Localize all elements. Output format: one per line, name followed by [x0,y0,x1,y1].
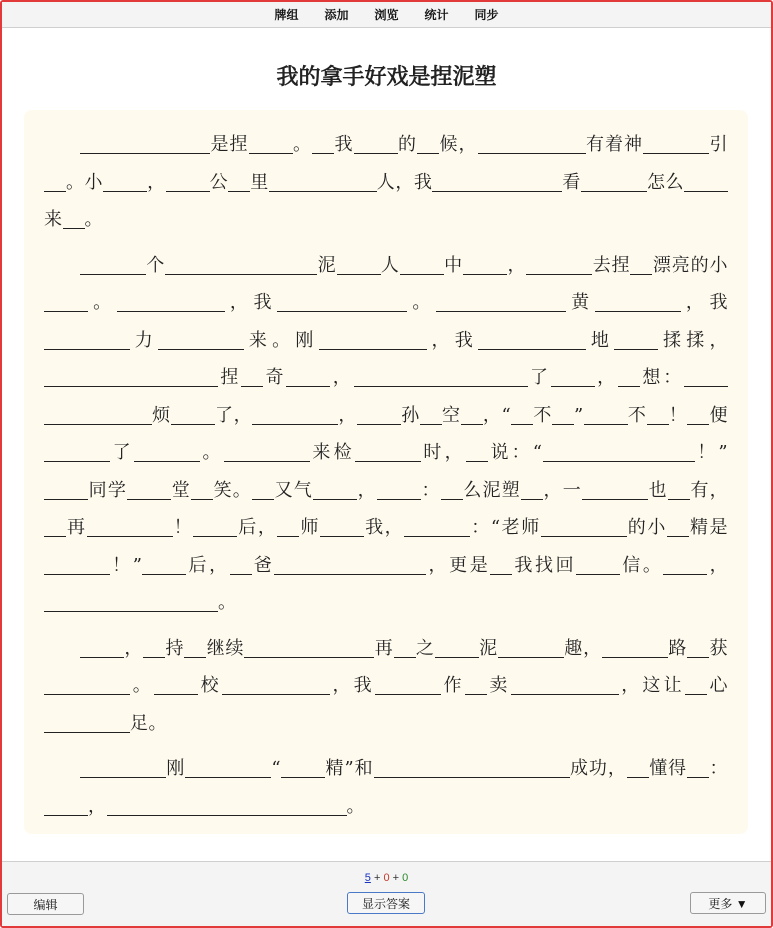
text-segment: 来。刚 [244,329,319,351]
cloze-blank [400,253,444,275]
cloze-blank [355,440,421,462]
cloze-blank [618,365,640,387]
text-segment: 我 [709,292,729,313]
cloze-blank [551,365,595,387]
cloze-blank [663,553,707,575]
cloze-blank [80,756,166,778]
text-segment: 来 [44,209,63,230]
cloze-blank [44,711,130,733]
cloze-blank [249,132,293,154]
cloze-blank [80,253,146,275]
text-segment: 。 [218,592,237,613]
text-segment: 获 [709,637,729,659]
cloze-blank [277,290,407,312]
text-segment: ， [680,292,710,313]
text-segment: 公 [209,171,229,193]
text-segment: 了 [527,367,551,388]
cloze-blank [154,673,198,695]
cloze-blank [44,590,218,612]
cloze-blank [687,756,709,778]
cloze-blank [627,756,649,778]
cloze-blank [478,328,586,350]
cloze-blank [614,328,658,350]
text-segment: 同学 [88,479,128,501]
text-segment: 泥 [317,254,337,276]
cloze-blank [44,403,152,425]
text-segment: 了 [110,442,134,463]
text-segment: 地 [586,329,615,351]
cloze-blank [230,553,252,575]
cloze-blank [435,636,479,658]
cloze-blank [142,553,186,575]
text-segment: 精是 [688,517,729,538]
edit-button[interactable]: 编辑 [7,893,84,915]
text-segment: 人，我 [376,171,433,193]
text-segment: 引 [709,134,728,155]
text-segment: 怎么 [646,171,685,193]
text-segment: 也 [647,479,668,501]
cloze-blank [420,403,442,425]
cloze-blank [541,515,627,537]
text-segment: ，这让 [618,675,685,696]
cloze-blank [107,794,347,816]
text-segment: 懂 [648,758,669,779]
text-segment: 不 [627,404,647,426]
cloze-blank [441,478,463,500]
cloze-blank [228,170,250,192]
text-segment: 有着神 [585,134,643,155]
text-segment: 去捏 [592,254,631,276]
text-segment: 成功， [569,758,627,779]
cloze-blank [244,636,374,658]
cloze-blank [165,253,317,275]
text-segment: ： [420,479,441,501]
show-answer-button[interactable]: 显示答案 [347,892,425,914]
text-segment: 心 [706,675,728,696]
cloze-blank [320,515,364,537]
text-segment: 之 [415,637,435,659]
text-segment: “ [271,758,282,779]
cloze-blank [602,636,668,658]
text-segment: ： [709,758,729,779]
top-menu-bar [2,2,771,28]
text-segment: ，我 [426,329,479,351]
cloze-blank [584,403,628,425]
text-segment: 笑。 [212,479,252,501]
cloze-blank [375,673,441,695]
text-segment: 趣， [563,637,602,659]
text-segment: 泥 [478,637,498,659]
cloze-blank [252,478,274,500]
cloze-blank [643,132,687,154]
text-segment: ， [338,404,358,426]
text-segment: 。 [346,795,365,817]
text-segment: 持 [165,637,185,659]
text-segment: ， [88,795,107,817]
cloze-blank [171,403,215,425]
text-segment: ， [594,367,619,388]
cloze-blank [667,515,689,537]
cloze-blank [224,440,310,462]
text-segment: ， [330,367,354,388]
text-segment: 又气 [273,479,313,501]
cloze-blank [44,328,130,350]
text-segment: ！” [694,442,729,463]
text-segment: 的 [397,134,417,155]
cloze-blank [521,478,543,500]
cloze-blank [143,636,165,658]
text-segment: ， [124,637,144,659]
text-segment: ， [356,479,377,501]
cloze-blank [394,636,416,658]
cloze-blank [526,253,592,275]
text-segment: 力 [130,329,159,351]
cloze-blank [44,794,88,816]
cloze-blank [80,132,210,154]
text-segment: 。小 [66,171,104,193]
text-segment: 。 [84,209,103,230]
cloze-blank [687,403,709,425]
cloze-blank [87,515,173,537]
menu-add[interactable]: 添加 [324,8,349,22]
paragraph-2 [44,247,728,622]
cloze-blank [286,365,330,387]
cloze-blank [582,478,648,500]
text-segment: 便 [709,404,729,426]
cloze-blank [44,290,88,312]
text-segment: ，一 [542,479,582,501]
cloze-blank [552,403,574,425]
text-segment: 烦 [152,404,171,426]
cloze-blank [543,440,629,462]
text-segment: 个 [146,254,166,276]
text-segment: 。 [88,292,117,313]
cloze-blank [417,132,439,154]
text-segment: 的小 [690,254,729,276]
cloze-blank [44,673,130,695]
cloze-blank [498,636,564,658]
text-segment: 的小 [626,517,667,538]
cloze-blank [44,553,110,575]
cloze-blank [312,132,334,154]
text-segment: 看 [562,171,581,193]
text-segment: 卖 [486,675,511,696]
learn-count: 0 [383,872,390,884]
cloze-blank [668,478,690,500]
bottom-bar [2,861,771,926]
cloze-blank [44,440,110,462]
cloze-blank [647,403,669,425]
menu-sync[interactable]: 同步 [474,8,499,22]
cloze-blank [269,170,377,192]
paragraph-1 [44,126,728,239]
text-segment: 来检 [309,442,355,463]
cloze-blank [185,756,271,778]
text-segment: ！ [668,404,688,426]
cloze-blank [354,132,398,154]
card-title: 我的拿手好戏是捏泥塑 [276,64,497,89]
cloze-blank [581,170,647,192]
text-segment: 再 [66,517,87,538]
menu-decks[interactable]: 牌组 [274,8,299,22]
text-segment: ，更是 [426,554,491,576]
cloze-blank [252,403,338,425]
cloze-blank [103,170,147,192]
text-segment: ，“ [482,404,512,426]
cloze-blank [193,515,237,537]
cloze-blank [432,170,562,192]
text-segment: 漂亮 [652,254,691,276]
text-segment: 了， [214,404,253,426]
text-segment: 不 [533,404,553,426]
text-segment: 路 [668,637,688,659]
text-segment: 继续 [206,637,245,659]
text-segment: ， [147,171,166,193]
text-segment: 空 [441,404,461,426]
text-segment: ，我 [329,675,375,696]
text-segment: ， [707,554,729,576]
text-segment: 。 [130,675,154,696]
text-segment: 揉揉， [658,329,729,351]
cloze-blank [595,290,681,312]
cloze-blank [377,478,421,500]
text-segment: 我， [364,517,405,538]
text-segment: 有， [689,479,729,501]
cloze-blank [44,170,66,192]
cloze-blank [134,440,200,462]
text-segment: 中 [443,254,464,276]
cloze-blank [222,673,330,695]
cloze-blank [166,170,210,192]
cloze-blank [404,515,470,537]
cloze-blank [684,365,728,387]
more-button[interactable]: 更多 ▼ [690,892,766,914]
cloze-blank [465,673,487,695]
text-segment: 么泥塑 [462,479,521,501]
cloze-blank [80,636,124,658]
cloze-blank [63,207,85,229]
text-segment: 奇 [263,367,287,388]
menu-browse[interactable]: 浏览 [374,8,399,22]
text-segment: 。 [199,442,224,463]
text-segment: 信。 [620,554,664,576]
cloze-blank [684,170,728,192]
paragraph-4 [44,750,728,825]
text-segment: 得 [668,758,688,779]
menu-stats[interactable]: 统计 [424,8,449,22]
text-segment: 作 [440,675,465,696]
cloze-blank [478,132,586,154]
cloze-blank [436,290,566,312]
cloze-blank [687,132,709,154]
text-segment: 候， [439,134,478,155]
cloze-blank [158,328,244,350]
cloze-blank [319,328,427,350]
cloze-card [24,110,748,834]
cloze-blank [127,478,171,500]
cloze-blank [511,673,619,695]
text-segment: 我 [334,134,354,155]
text-segment: 刚 [166,758,186,779]
cloze-blank [629,440,695,462]
text-segment: 捏 [218,367,242,388]
paragraph-3 [44,630,728,743]
text-segment: ， [507,254,527,276]
cloze-blank [466,440,488,462]
text-segment: 师 [299,517,321,538]
text-segment: 精”和 [325,758,374,779]
text-segment: 再 [374,637,394,659]
cloze-blank [277,515,299,537]
new-count[interactable]: 5 [364,872,371,884]
text-segment: ” [574,404,584,426]
cloze-blank [490,553,512,575]
cloze-blank [44,365,218,387]
text-segment: 黄 [565,292,595,313]
cloze-blank [687,636,709,658]
cloze-blank [576,553,620,575]
text-segment: 里 [250,171,269,193]
cloze-blank [630,253,652,275]
text-segment: ：“老师 [470,517,541,538]
cloze-blank [374,756,570,778]
text-segment: ，我 [224,292,278,313]
review-counts: 5 + 0 + 0 [364,872,409,884]
text-segment: 人 [380,254,400,276]
cloze-blank [281,756,325,778]
text-segment: 时， [420,442,466,463]
cloze-blank [184,636,206,658]
cloze-blank [44,478,88,500]
cloze-blank [354,365,528,387]
text-segment: 。 [292,134,312,155]
cloze-blank [44,515,66,537]
text-segment: 后， [186,554,230,576]
text-segment: ！ [172,517,194,538]
cloze-blank [191,478,213,500]
cloze-blank [241,365,263,387]
text-segment: 是捏 [210,134,249,155]
due-count: 0 [402,872,409,884]
text-segment: 足。 [130,712,167,734]
cloze-blank [685,673,707,695]
text-segment: 想： [640,367,685,388]
text-segment: 后， [237,517,278,538]
cloze-blank [117,290,225,312]
text-segment: 爸 [251,554,275,576]
text-segment: ！” [110,554,143,576]
text-segment: 我找回 [512,554,577,576]
cloze-blank [461,403,483,425]
text-segment: 堂 [171,479,191,501]
text-segment: 说：“ [487,442,543,463]
cloze-blank [337,253,381,275]
text-segment: 校 [197,675,222,696]
cloze-blank [511,403,533,425]
text-segment: 孙 [401,404,420,426]
cloze-blank [274,553,426,575]
cloze-blank [313,478,357,500]
text-segment: 。 [407,292,436,313]
cloze-blank [463,253,507,275]
cloze-blank [357,403,401,425]
